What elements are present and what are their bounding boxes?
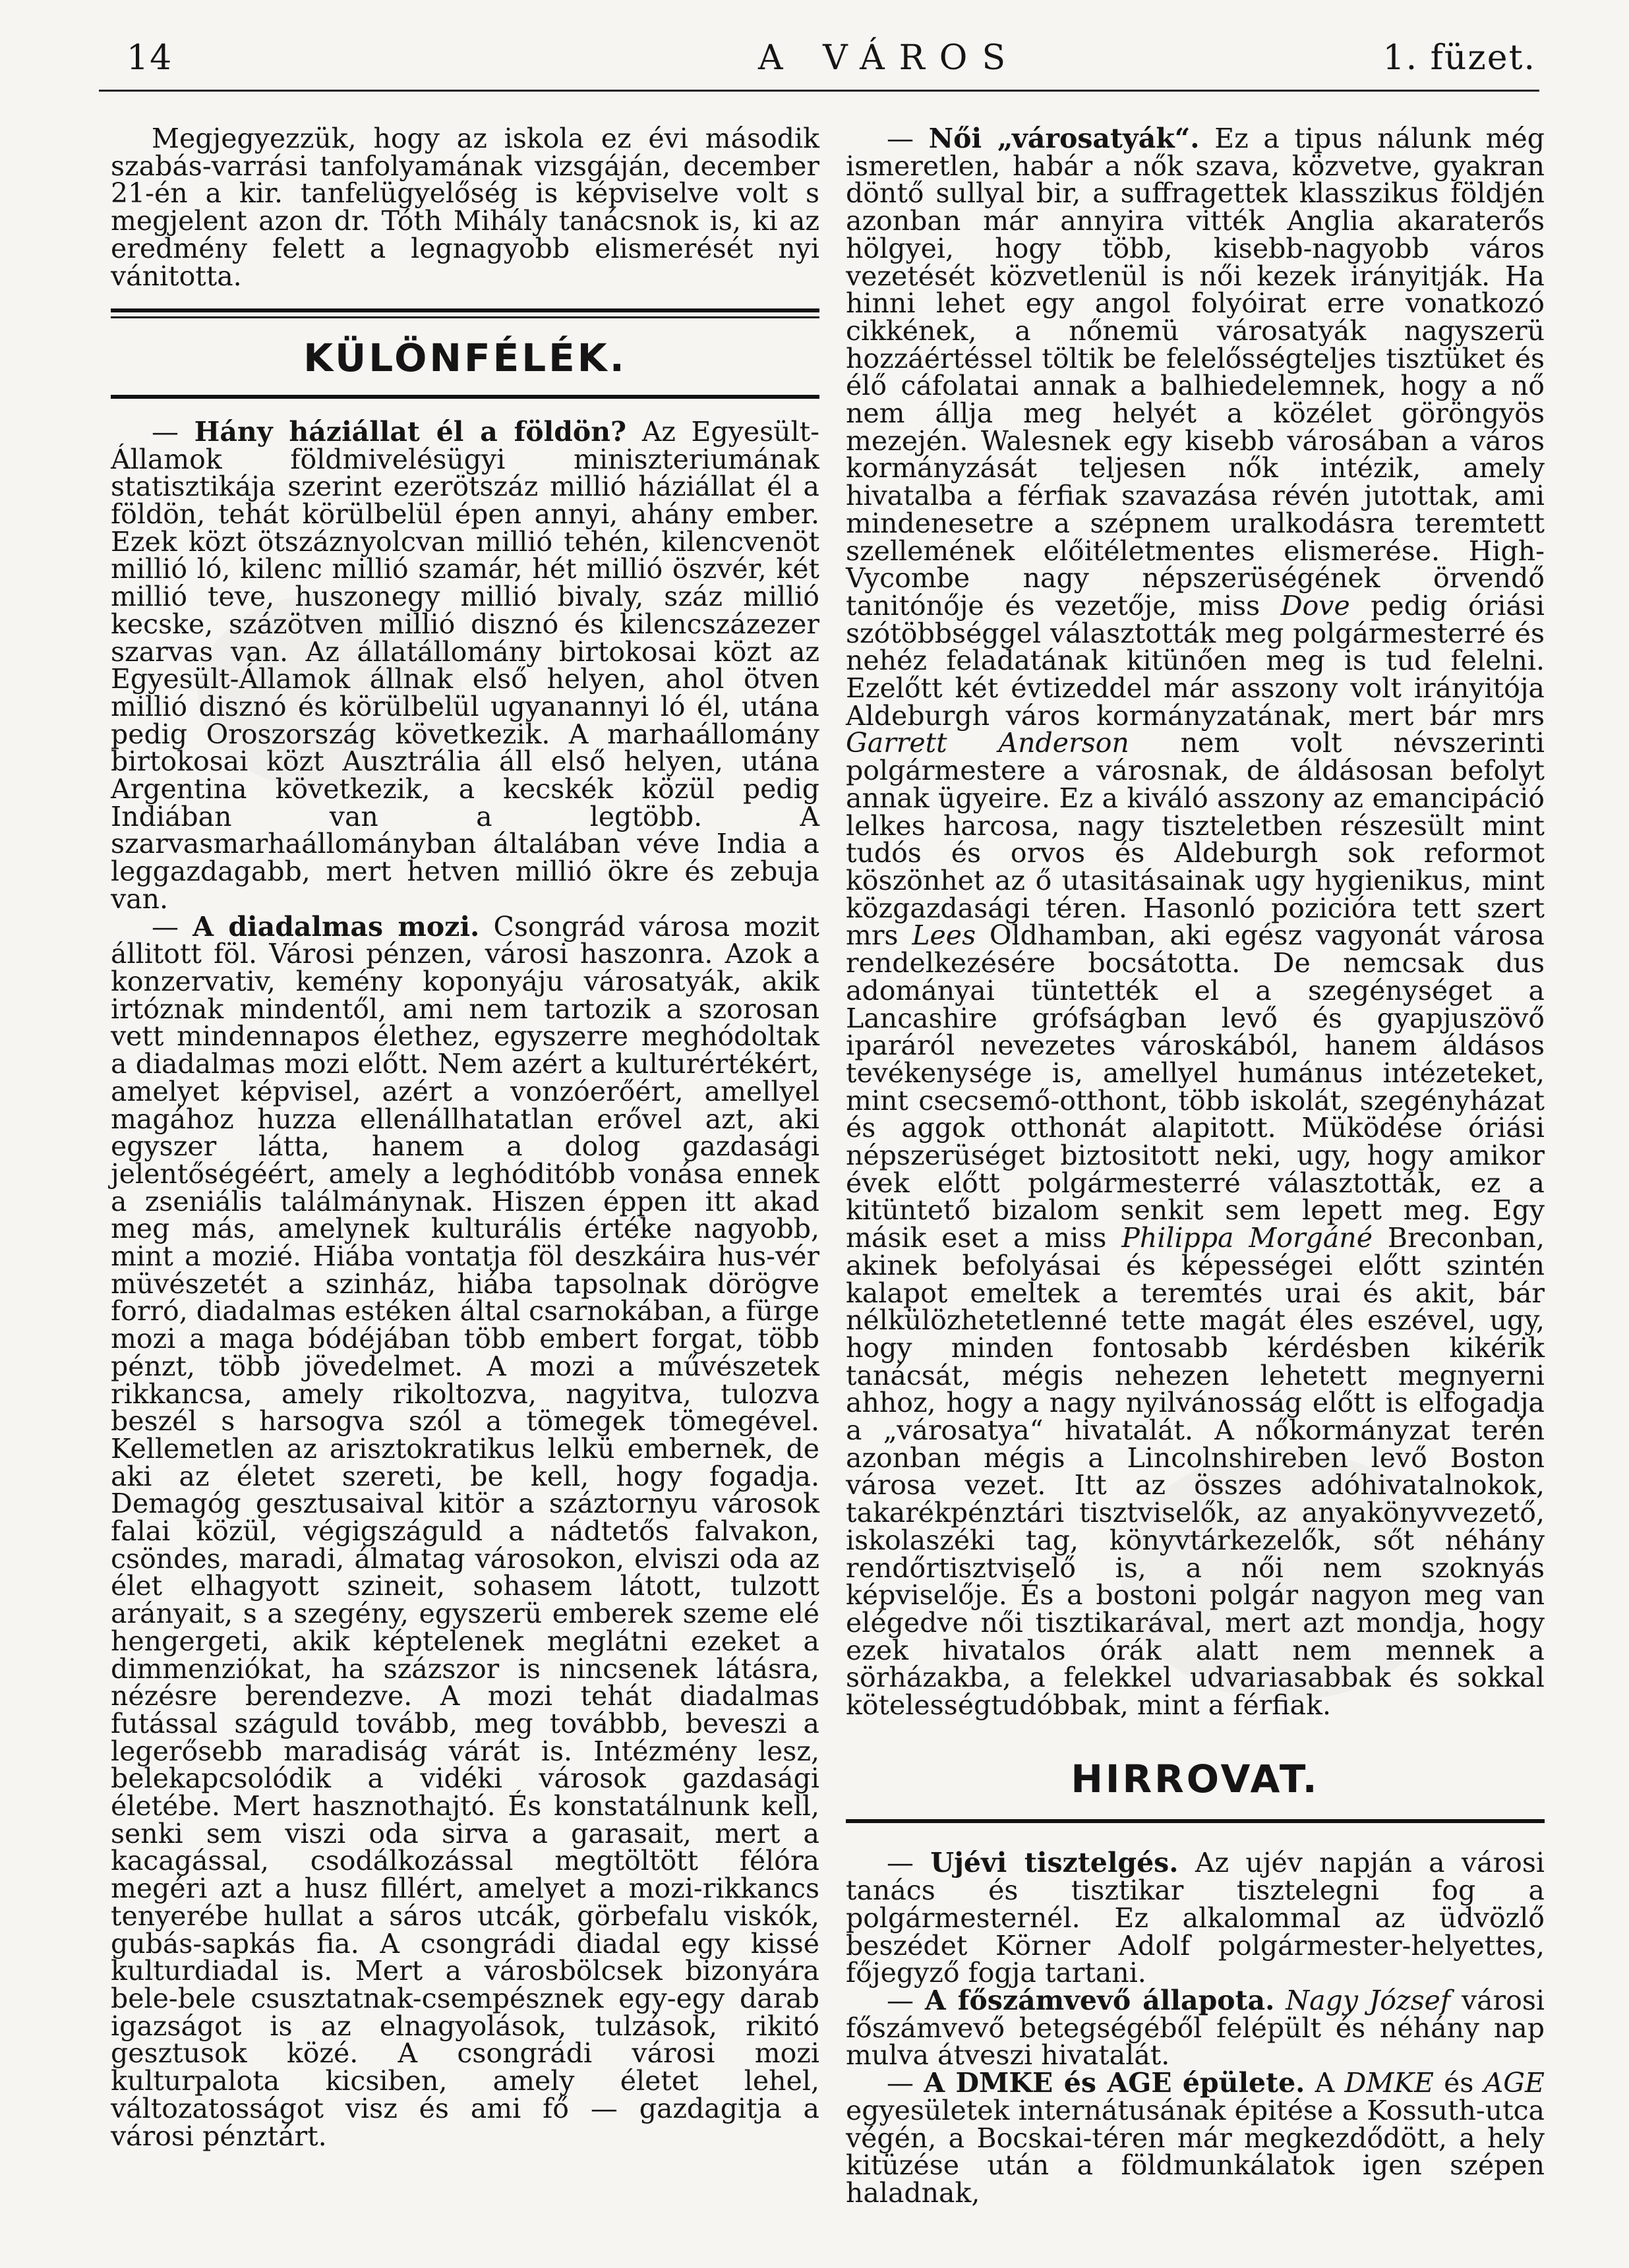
page-header (99, 38, 1536, 87)
news-dmke-age: — A DMKE és AGE épülete. A DMKE és AGE egyesületek internátusának épitése a Kossuth-utca végén, a Bocskai-téren már megkezdődött, a hely kitüzése után a földmunkálatok igen szépen haladnak, (846, 2067, 1545, 2209)
section-divider (846, 1819, 1545, 1823)
article-title: Hány háziállat él a földön? (194, 415, 627, 448)
article-haziallat: — Hány háziállat él a földön? Az Egyesült-Államok földmivelésügyi miniszteriumának statisztikája szerint ezerötszáz millió háziállat él a földön, tehát körülbelül épen annyi, ahány ember. Ezek közt ötszáznyolcvan millió tehén, kilencvenöt millió ló, kilenc millió szamár, hét millió öszvér, két millió teve, huszonegy millió bivaly, száz millió kecske, százötven millió disznó és kilencszázezer szarvas van. Az állatállomány birtokosai közt az Egyesült-Államok állnak első helyen, ahol ötven millió disznó és körülbelül ugyanannyi ló él, utána pedig Oroszország következik. A marhaállomány birtokosai közt Ausztrália áll első helyen, utána Argentina következik, a kecskék közül pedig Indiában van a legtöbb. A szarvasmarhaállományban általában véve India a leggazdagabb, mert hetven millió ökre és zebuja van. (111, 415, 819, 915)
header-rule (99, 90, 1539, 92)
news-foszamvevo: — A főszámvevő állapota. Nagy József városi főszámvevő betegségéből felépült és néhány nap mulva átveszi hivatalát. (846, 1985, 1545, 2072)
issue-number: 1. füzet. (1382, 38, 1536, 78)
article-title: A diadalmas mozi. (193, 910, 480, 943)
article-mozi: — A diadalmas mozi. Csongrád városa mozit állitott föl. Városi pénzen, városi haszonra. Azok a konzervativ, kemény koponyáju városatyák, akik irtóznak mindentől, ami nem tartozik a szorosan vett mindennapos élethez, egyszerre meghódoltak a diadalmas mozi előtt. Nem azért a kulturértékért, amelyet képvisel, azért a vonzóerőért, amellyel magához huzza ellenállhatatlan erővel azt, aki egyszer látta, hanem a dolog gazdasági jelentőségéért, amely a leghóditóbb vonása ennek a zseniális találmánynak. Hiszen éppen itt akad meg más, amelynek kulturális értéke nagyobb, mint a mozié. Hiába vontatja föl deszkáira hus-vér müvészetét a szinház, hiába tapsolnak dörögve forró, diadalmas estéken által csarnokában, a fürge mozi a maga bódéjában több embert forgat, több pénzt, több jövedelmet. A mozi a művészetek rikkancsa, amely rikoltozva, nagyitva, tulozva beszél s harsogva szól a tömegek tömegével. Kellemetlen az arisztokratikus lelkü embernek, de aki az életet szereti, be kell, hogy fogadja. Demagóg gesztusaival kitör a száztornyu városok falai közül, végigszáguld a nádtetős falvakon, csöndes, maradi, álmatag városokon, elviszi oda az élet elhagyott szineit, sohasem látott, tulzott arányait, s a szegény, egyszerü emberek szeme elé hengergeti, akik képtelenek meglátni ezeket a dimmenziókat, ha százszor is nincsenek látásra, nézésre berendezve. A mozi tehát diadalmas futással száguld tovább, meg továbbb, beveszi a legerősebb maradiság várát is. Intézmény lesz, belekapcsolódik a vidéki városok gazdasági életébe. Mert hasznothajtó. És konstatálnunk kell, senki sem viszi oda sirva a garasait, mert a kacagással, csodálkozással megtöltött félóra megéri azt a husz fillért, amelyet a mozi-rikkancs tenyerébe hullat a sáros utcák, görbefalu viskók, gubás-sapkás fia. A csongrádi diadal egy kissé kulturdiadal is. Mert a városbölcsek bizonyára bele-bele csusztatnak-csempésznek egy-egy darab igazságot is az elnagyolások, tulzások, rikitó gesztusok közé. A csongrádi városi mozi kulturpalota kicsiben, amely életet lehel, változatosságot visz és ami fő — gazdagitja a városi pénztárt. (111, 910, 819, 2152)
news-ujevi: — Ujévi tisztelgés. Az ujév napján a városi tanács és tisztikar tisztelegni fog a polgármesternél. Ez alkalommal az üdvözlő beszédet Körner Adolf polgármester-helyettes, főjegyző fogja tartani. (846, 1847, 1545, 1989)
section-title-hirrovat: HIRROVAT. (1071, 1756, 1320, 1801)
intro-paragraph: Megjegyezzük, hogy az iskola ez évi második szabás-varrási tanfolyamának vizsgáján, december 21-én a kir. tanfelügyelőség is képviselve volt s megjelent azon dr. Tóth Mihály tanácsnok is, ki az eredmény felett a legnagyobb elismerését nyi vánitotta. (111, 123, 819, 292)
news-title: A főszámvevő állapota. (924, 1985, 1275, 2016)
person-name: Nagy József (1286, 1985, 1451, 2016)
publication-title: A VÁROS (758, 38, 1021, 78)
page-number: 14 (127, 38, 173, 78)
person-name: Lees (912, 919, 976, 952)
right-column (846, 125, 1545, 2207)
section-title-kulonfelek: KÜLÖNFÉLÉK. (303, 335, 627, 381)
article-body: Az Egyesült-Államok földmivelésügyi miniszteriumának statisztikája szerint ezerötszáz millió háziállat él a földön, tehát körülbelül épen annyi, ahány ember. Ezek közt ötszáznyolcvan millió tehén, kilencvenöt millió ló, kilenc millió szamár, hét millió öszvér, két millió teve, huszonegy millió bivaly, száz millió kecske, százötven millió disznó és kilencszázezer szarvas van. Az állatállomány birtokosai közt az Egyesült-Államok állnak első helyen, ahol ötven millió disznó és körülbelül ugyanannyi ló él, utána pedig Oroszország következik. A marhaállomány birtokosai közt Ausztrália áll első helyen, utána Argentina következik, a kecskék közül pedig Indiában van a legtöbb. A szarvasmarhaállományban általában véve India a leggazdagabb, mert hetven millió ökre és zebuja van. (111, 415, 819, 915)
news-title: Ujévi tisztelgés. (930, 1847, 1179, 1879)
article-noi-varosatyak: — Női „városatyák“. Ez a tipus nálunk még ismeretlen, habár a nők szava, közvetve, gyakran döntő sullyal bir, a suffragettek klasszikus földjén azonban már annyira vitték Anglia akaraterős hölgyei, hogy több, kisebb-nagyobb város vezetését közvetlenül is női kezek irányitják. Ha hinni lehet egy angol folyóirat erre vonatkozó cikkének, a nőnemü városatyák nagyszerü hozzáértéssel töltik be felelősségteljes tisztüket és élő cáfolatai annak a balhiedelemnek, hogy a nő nem állja meg helyét a közélet göröngyös mezején. Walesnek egy kisebb városában a város kormányzását teljesen nők intézik, amely hivatalba a férfiak szavazása révén jutottak, ami mindenesetre a szépnem uralkodásra teremtett szellemének előitéletmentes elismerése. High-Vycombe nagy népszerüségének örvendő tanitónője és vezetője, miss Dove pedig óriási szótöbbséggel választották meg polgármesterré és nehéz feladatának kitünően meg is tud felelni. Ezelőtt két évtizeddel már asszony volt irányitója Aldeburgh város kormányzatának, mert bár mrs Garrett Anderson nem volt névszerinti polgármestere a városnak, de áldásosan befolyt annak ügyeire. Ez a kiváló asszony az emancipáció lelkes harcosa, nagy tiszteletben részesült mint tudós és orvos és Aldeburgh sok reformot köszönhet az ő utasitásainak ugy hygienikus, mint közgazdasági téren. Hasonló pozicióra tett szert mrs Lees Oldhamban, aki egész vagyonát városa rendelkezésére bocsátotta. De nemcsak dus adományai tüntették el a szegénységet a Lancashire grófságban levő és gyapjuszövő iparáról nevezetes városkából, hanem áldásos tevékenysége is, amellyel humánus intézeteket, mint csecsemő-otthont, több iskolát, szegényházat és aggok otthonát alapitott. Müködése óriási népszerüséget biztositott neki, ugy, hogy amikor évek előtt polgármesterré választották, ez a kitüntető bizalom senkit sem lepett meg. Egy másik eset a miss Philippa Morgáné Breconban, akinek befolyásai és képességei előtt szintén kalapot emeltek a teremtés urai és akit, bár nélkülözhetetlenné tette magát éles eszével, ugy, hogy minden fontosabb kérdésben kikérik tanácsát, mégis nehezen lehetett megnyerni ahhoz, hogy a nagy nyilvánosság előtt is elfogadja a „városatya“ hivatalát. A nőkormányzat terén azonban mégis a Lincolnshireben levő Boston városa vezet. Itt az összes adóhivatalnokok, takarékpénztári tisztviselők, az anyakönyvvezető, iskolaszéki tag, könyvtárkezelők, sőt néhány rendőrtisztviselő is, a női nem szoknyás képviselője. És a bostoni polgár nagyon meg van elégedve női tisztikarával, mert azt mondja, hogy ezek hivatalos órák alatt nem mennek a sörházakba, a felekkel udvariasabbak és sokkal kötelességtudóbbak, mint a férfiak. (846, 123, 1545, 1722)
person-name: Dove (1280, 589, 1350, 622)
article-title: Női „városatyák“. (928, 123, 1200, 154)
article-body: Csongrád városa mozit állitott föl. Városi pénzen, városi haszonra. Azok a konzervativ, kemény koponyáju városatyák, akik irtóznak mindentől, ami nem tartozik a szorosan vett mindennapos élethez, egyszerre meghódoltak a diadalmas mozi előtt. Nem azért a kulturértékért, amelyet képvisel, azért a vonzóerőért, amellyel magához huzza ellenállhatatlan erővel azt, aki egyszer látta, hanem a dolog gazdasági jelentőségéért, amely a leghóditóbb vonása ennek a zseniális találmánynak. Hiszen éppen itt akad meg más, amelynek kulturális értéke nagyobb, mint a mozié. Hiába vontatja föl deszkáira hus-vér müvészetét a szinház, hiába tapsolnak dörögve forró, diadalmas estéken által csarnokában, a fürge mozi a maga bódéjában több embert forgat, több pénzt, több jövedelmet. A mozi a művészetek rikkancsa, amely rikoltozva, nagyitva, tulozva beszél s harsogva szól a tömegek tömegével. Kellemetlen az arisztokratikus lelkü embernek, de aki az életet szereti, be kell, hogy fogadja. Demagóg gesztusaival kitör a száztornyu városok falai közül, végigszáguld a nádtetős falvakon, csöndes, maradi, álmatag városokon, elviszi oda az élet elhagyott szineit, sohasem látott, tulzott arányait, s a szegény, egyszerü emberek szeme elé hengergeti, akik képtelenek meglátni ezeket a dimmenziókat, ha százszor is nincsenek látásra, nézésre berendezve. A mozi tehát diadalmas futással száguld tovább, meg továbbb, beveszi a legerősebb maradiság várát is. Intézmény lesz, belekapcsolódik a vidéki városok gazdasági életébe. Mert hasznothajtó. És konstatálnunk kell, senki sem viszi oda sirva a garasait, mert a kacagással, csodálkozással megtöltött félóra megéri azt a husz fillért, amelyet a mozi-rikkancs tenyerébe hullat a sáros utcák, görbefalu viskók, gubás-sapkás fia. A csongrádi diadal egy kissé kulturdiadal is. Mert a városbölcsek bizonyára bele-bele csusztatnak-csempésznek egy-egy darab igazságot is az elnagyolások, tulzások, rikitó gesztusok közé. A csongrádi városi mozi kulturpalota kicsiben, amely életet lehel, változatosságot visz és ami fő — gazdagitja a városi pénztárt. (111, 910, 819, 2152)
person-name: Garrett Anderson (846, 727, 1129, 759)
news-title: A DMKE és AGE épülete. (924, 2067, 1305, 2099)
person-name: Philippa Morgáné (1121, 1222, 1373, 1254)
section-divider (111, 308, 819, 318)
left-column (111, 125, 819, 2150)
